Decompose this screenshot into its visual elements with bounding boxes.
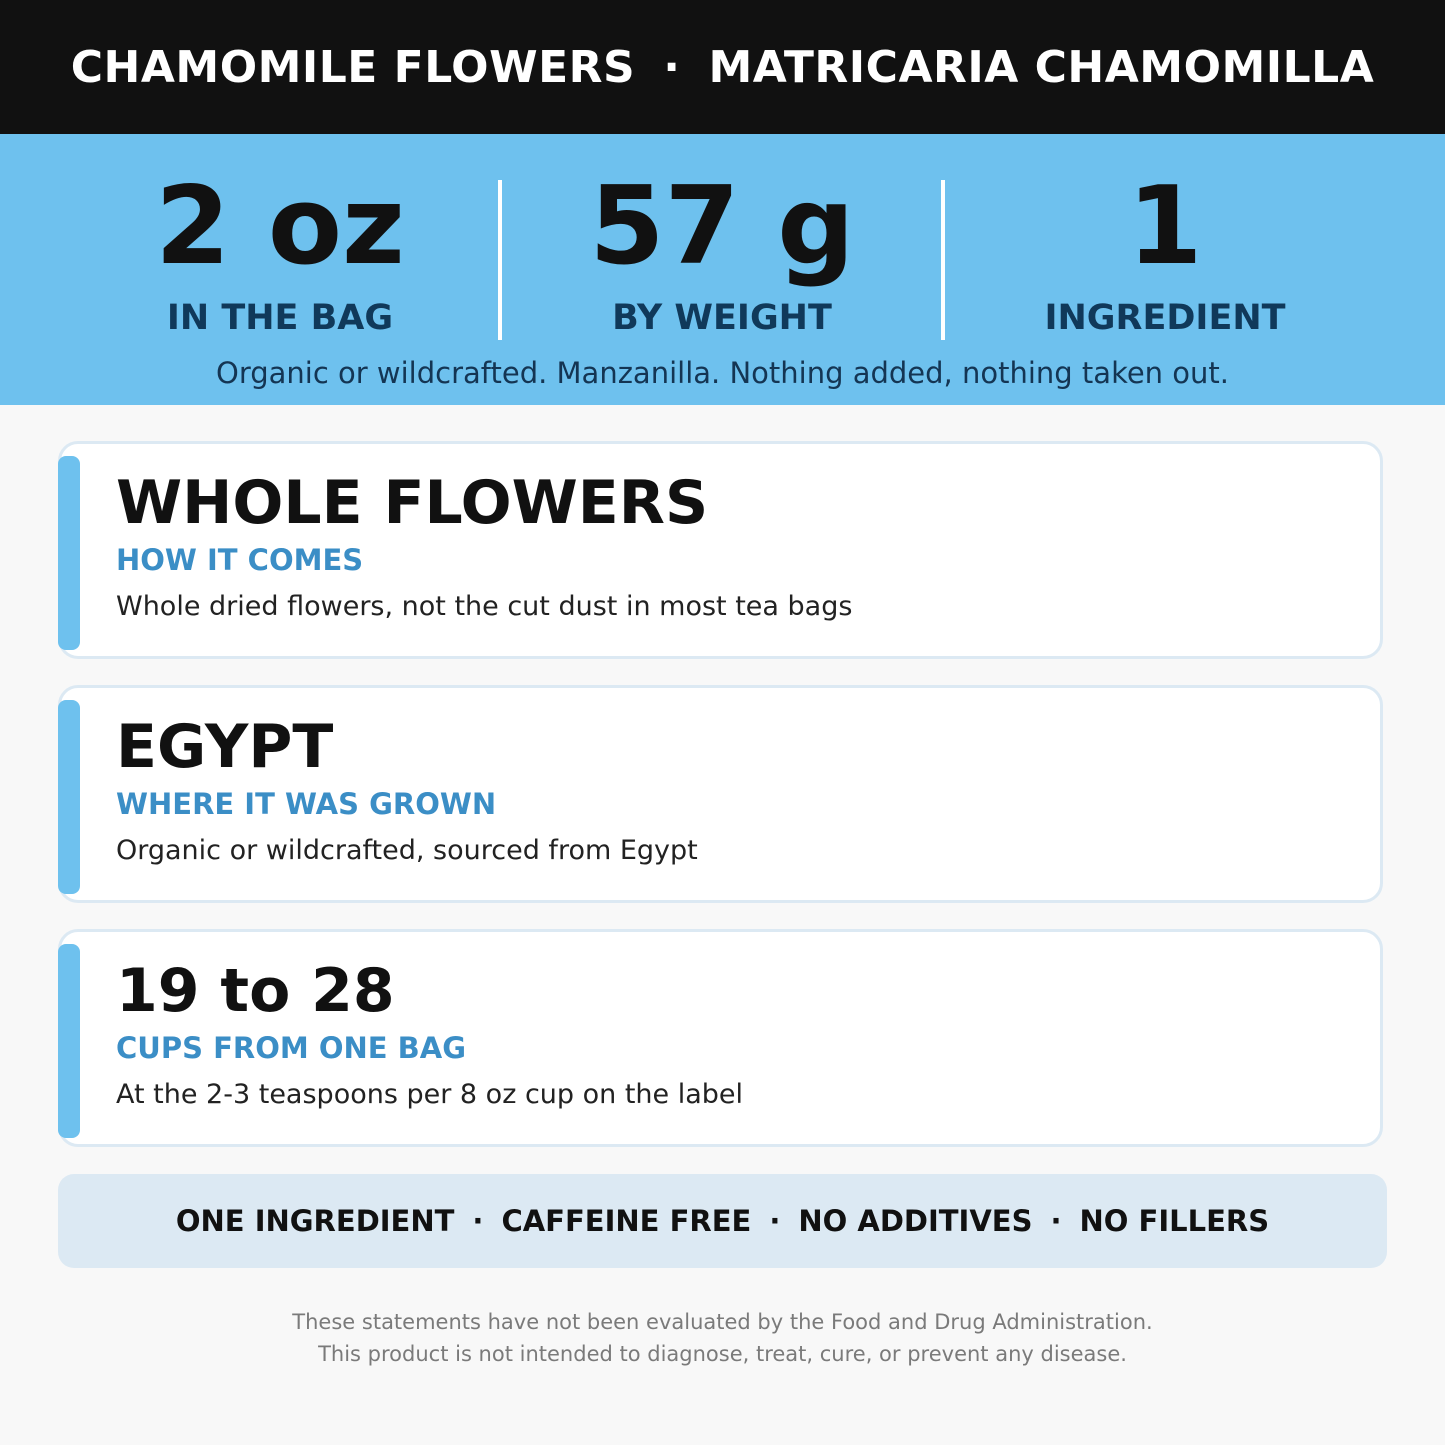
stat-label: IN THE BAG (166, 298, 394, 338)
card-accent-bar (58, 456, 80, 650)
card-title: WHOLE FLOWERS (116, 468, 709, 538)
feature-card-origin (58, 685, 1383, 903)
card-accent-bar (58, 700, 80, 894)
badge-separator: · (472, 1204, 484, 1238)
product-name: CHAMOMILE FLOWERS (70, 41, 636, 93)
tagline: Organic or wildcrafted. Manzanilla. Nothing added, nothing taken out. (216, 356, 1229, 390)
badge-one-ingredient: ONE INGREDIENT (175, 1204, 455, 1238)
card-title: EGYPT (116, 712, 334, 782)
badge-separator: · (1050, 1204, 1062, 1238)
card-subtitle: HOW IT COMES (116, 543, 364, 577)
card-description: Organic or wildcrafted, sourced from Egypt (116, 835, 698, 866)
feature-card-form (58, 441, 1383, 659)
stat-value: 57 g (589, 164, 855, 289)
fda-disclaimer (0, 1306, 1445, 1370)
badge-separator: · (769, 1204, 781, 1238)
feature-card-yield (58, 929, 1383, 1147)
badge-caffeine-free: CAFFEINE FREE (501, 1204, 752, 1238)
card-subtitle: WHERE IT WAS GROWN (116, 787, 497, 821)
disclaimer-line: These statements have not been evaluated by the Food and Drug Administration. (292, 1310, 1153, 1334)
stats-banner (0, 134, 1445, 405)
card-description: At the 2-3 teaspoons per 8 oz cup on the label (116, 1079, 744, 1110)
header-separator: · (663, 41, 681, 93)
stat-label: INGREDIENT (1044, 298, 1286, 338)
disclaimer-line: This product is not intended to diagnose, treat, cure, or prevent any disease. (318, 1342, 1127, 1366)
stat-value: 1 (1127, 164, 1203, 289)
latin-name: MATRICARIA CHAMOMILLA (708, 41, 1375, 93)
card-accent-bar (58, 944, 80, 1138)
badge-no-additives: NO ADDITIVES (798, 1204, 1033, 1238)
badge-no-fillers: NO FILLERS (1079, 1204, 1270, 1238)
card-subtitle: CUPS FROM ONE BAG (116, 1031, 466, 1065)
header-bar (0, 0, 1445, 134)
card-description: Whole dried flowers, not the cut dust in most tea bags (116, 591, 853, 622)
card-title: 19 to 28 (116, 956, 395, 1026)
stat-label: BY WEIGHT (612, 298, 832, 338)
stat-value: 2 oz (155, 164, 405, 289)
badge-strip (58, 1174, 1387, 1268)
